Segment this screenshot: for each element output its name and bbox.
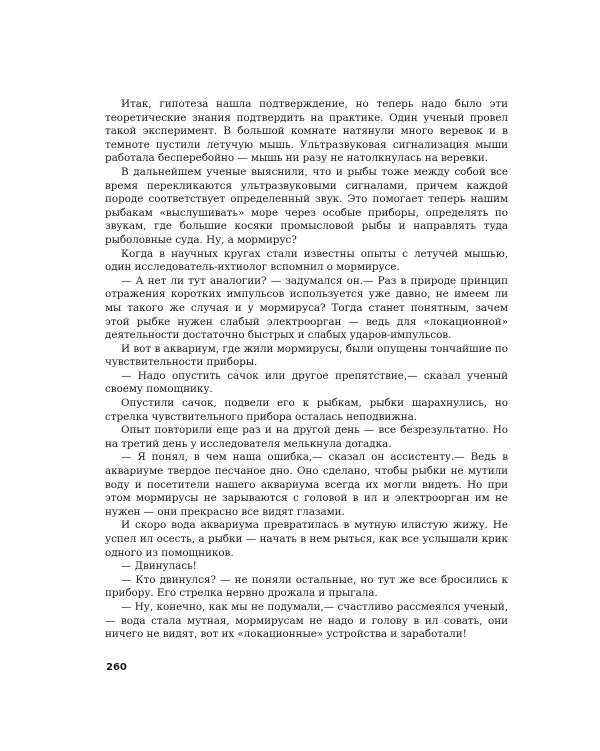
paragraph-8: Опыт повторили еще раз и на другой день — все безрезультатно. Но на третий день у исследователя мелькнула догадка. (105, 424, 508, 450)
paragraph-12: — Кто двинулся? — не поняли остальные, но тут же все бросились к прибору. Его стрелка нервно дрожала и прыгала. (105, 573, 508, 600)
paragraph-7: Опустили сачок, подвели его к рыбкам, рыбки шарахнулись, но стрелка чувствительного прибора осталась неподвижна. (105, 397, 508, 423)
paragraph-10: И скоро вода аквариума превратилась в мутную илистую жижу. Не успел ил осесть, а рыбки — начать в нем рыться, как все услышали крик одного из помощников. (105, 519, 508, 559)
paragraph-3: Когда в научных кругах стали известны опыты с летучей мышью, один исследователь-ихтиолог вспомнил о мормирусе. (105, 247, 508, 274)
paragraph-6: — Надо опустить сачок или другое препятствие,— сказал ученый своему помощнику. (105, 369, 508, 396)
paragraph-1: Итак, гипотеза нашла подтверждение, но теперь надо было эти теоретические знания подтвердить на практике. Один ученый провел такой эксперимент. В большой комнате натянули много веревок и в темноте пустили летучую мышь. Ультразвуковая сигнализация мыши работала бесперебойно — мышь ни разу не натолкнулась на веревки. (105, 98, 508, 165)
paragraph-4: — А нет ли тут аналогии? — задумался он.— Раз в природе принцип отражения коротких импульсов используется уже давно, не имеем ли мы такого же случая и у мормируса? Тогда станет понятным, зачем этой рыбке нужен слабый электроорган — ведь для «локационной» деятельности достаточно быстрых и слабых ударов-импульсов. (105, 274, 508, 342)
paragraph-13: — Ну, конечно, как мы не подумали,— счастливо рассмеялся ученый,— вода стала мутная, мормирусам не надо и голову в ил совать, они ничего не видят, вот их «локационные» устройства и заработали! (105, 600, 508, 641)
paragraph-5: И вот в аквариум, где жили мормирусы, были опущены тончайшие по чувствительности приборы. (105, 342, 508, 369)
paragraph-9: — Я понял, в чем наша ошибка,— сказал он ассистенту.— Ведь в аквариуме твердое песчаное дно. Оно сделано, чтобы рыбки не мутили воду и посетители нашего аквариума всегда их могли видеть. Но при этом мормирусы не зарываются с головой в ил и электроорган им не нужен — они прекрасно все видят глазами. (105, 451, 508, 518)
book-page-text (105, 98, 508, 642)
page-number: 260 (106, 662, 127, 673)
paragraph-11: — Двинулась! (121, 560, 197, 573)
paragraph-2: В дальнейшем ученые выяснили, что и рыбы тоже между собой все время перекликаются ультразвуковыми сигналами, причем каждой породе соответствует определенный звук. Это помогает теперь нашим рыбакам «выслушивать» море через особые приборы, определять по звукам, где большие косяки промысловой рыбы и направлять туда рыболовные суда. Ну, а мормирус? (105, 165, 508, 246)
